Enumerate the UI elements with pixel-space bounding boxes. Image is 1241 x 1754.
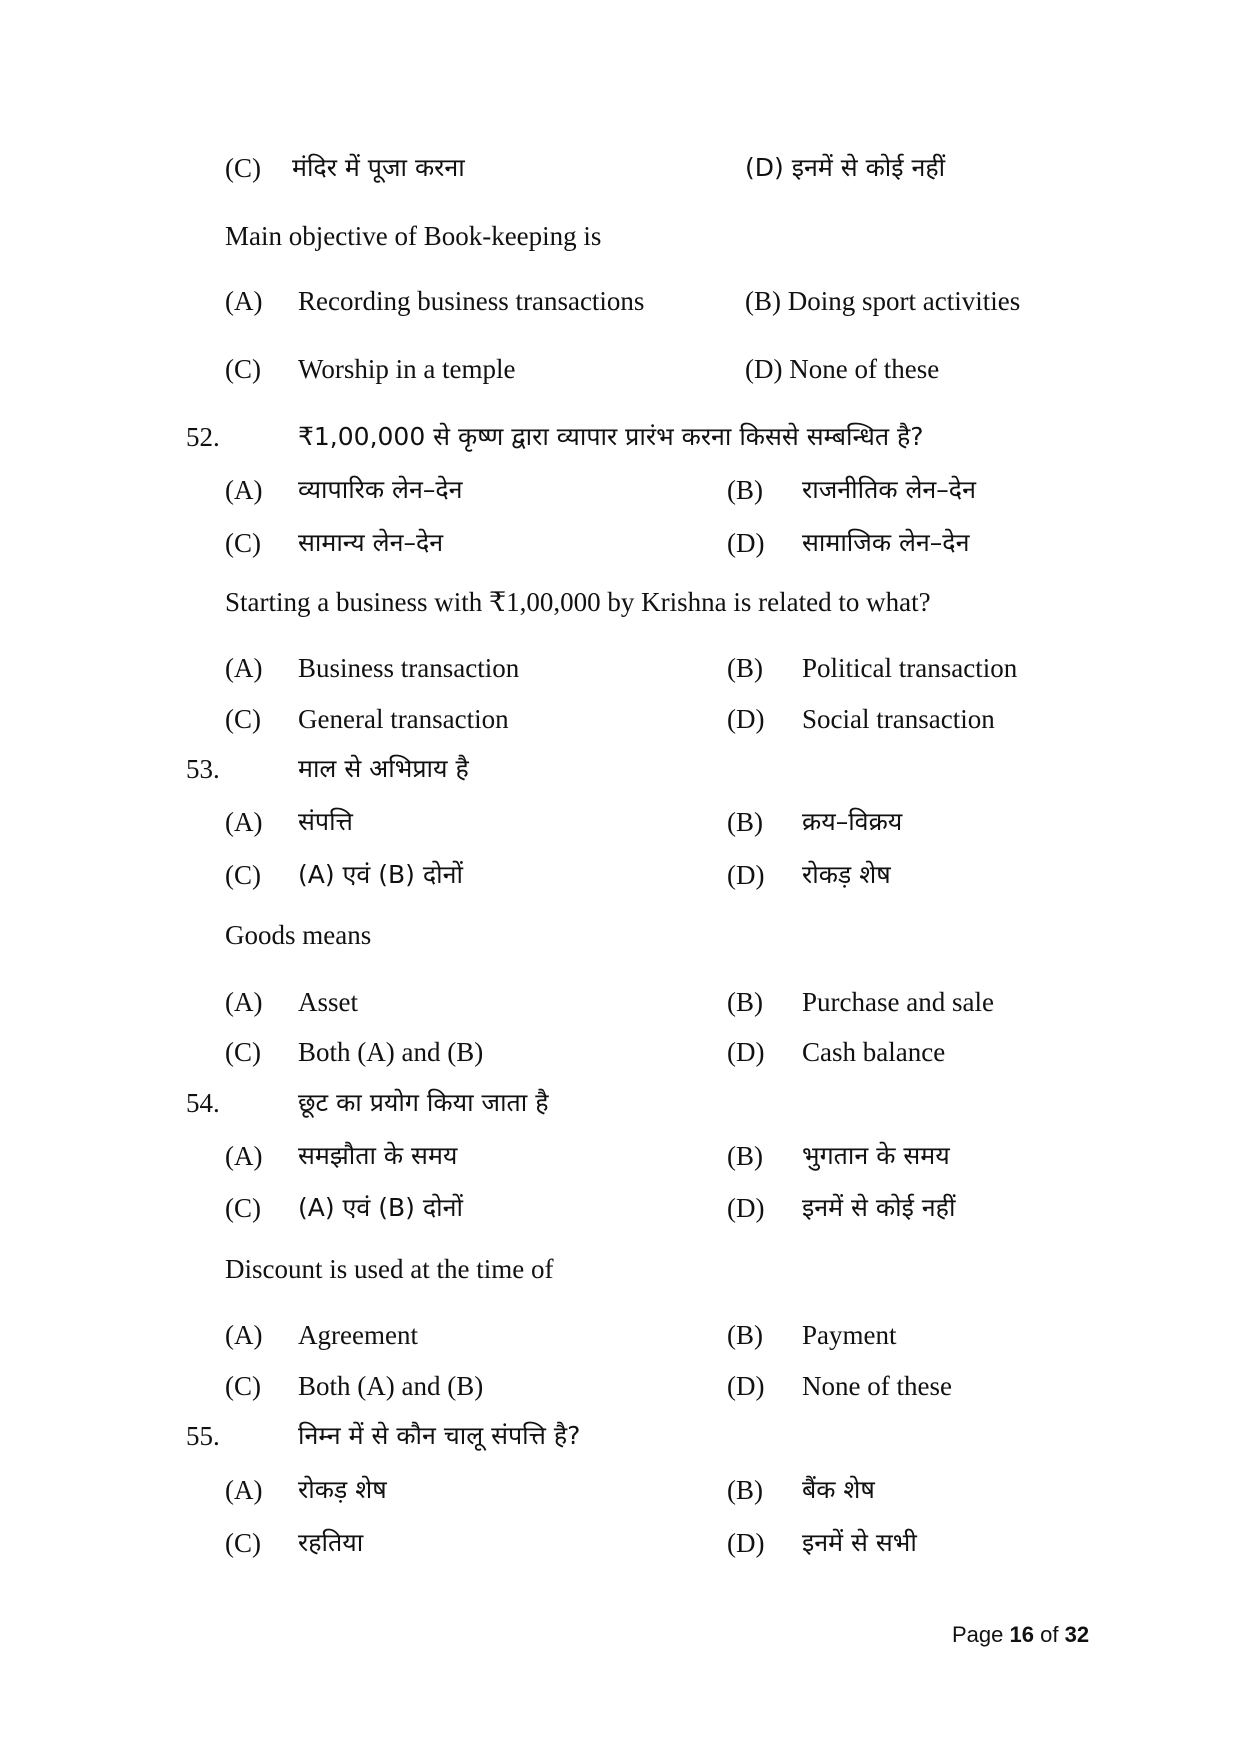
- option-label: (A): [225, 1475, 263, 1505]
- option-text: Payment: [802, 1320, 897, 1350]
- option-label: (C): [225, 354, 261, 384]
- option-text: (B) Doing sport activities: [745, 286, 1021, 316]
- question-text: Starting a business with ₹1,00,000 by Krishna is related to what?: [225, 587, 931, 617]
- option-text: (D) None of these: [745, 354, 940, 384]
- option-text: Both (A) and (B): [298, 1371, 484, 1401]
- option-label: (C): [225, 153, 261, 183]
- option-text: Recording business transactions: [298, 286, 645, 316]
- option-text: Cash balance: [802, 1037, 946, 1067]
- page-prefix: Page: [952, 1622, 1004, 1647]
- option-text: इनमें से सभी: [802, 1528, 917, 1557]
- option-text: रोकड़ शेष: [802, 860, 891, 889]
- question-text: निम्न में से कौन चालू संपत्ति है?: [298, 1421, 581, 1450]
- option-text: Business transaction: [298, 653, 520, 683]
- option-text: Social transaction: [802, 704, 995, 734]
- option-label: (A): [225, 286, 263, 316]
- option-label: (D): [727, 1528, 765, 1558]
- question-number: 53.: [186, 754, 220, 784]
- option-label: (A): [225, 987, 263, 1017]
- option-text: सामाजिक लेन–देन: [802, 528, 970, 557]
- option-text: बैंक शेष: [802, 1475, 875, 1504]
- option-text: भुगतान के समय: [802, 1141, 950, 1170]
- option-text: मंदिर में पूजा करना: [292, 153, 465, 182]
- option-label: (D): [727, 1371, 765, 1401]
- option-label: (C): [225, 1371, 261, 1401]
- option-text: क्रय–विक्रय: [802, 807, 903, 836]
- question-text: Discount is used at the time of: [225, 1254, 554, 1284]
- page-total: 32: [1064, 1622, 1090, 1647]
- option-label: (C): [225, 528, 261, 558]
- option-text: General transaction: [298, 704, 509, 734]
- option-text: इनमें से कोई नहीं: [802, 1193, 956, 1222]
- question-number: 54.: [186, 1088, 220, 1118]
- option-label: (A): [225, 475, 263, 505]
- option-text: None of these: [802, 1371, 952, 1401]
- option-label: (C): [225, 1193, 261, 1223]
- option-text: (D) इनमें से कोई नहीं: [745, 153, 946, 182]
- option-label: (B): [727, 653, 763, 683]
- option-label: (B): [727, 475, 763, 505]
- question-text: छूट का प्रयोग किया जाता है: [298, 1088, 549, 1117]
- question-number: 55.: [186, 1421, 220, 1451]
- option-label: (B): [727, 807, 763, 837]
- page-number: [952, 1622, 1089, 1648]
- question-number: 52.: [186, 422, 220, 452]
- option-text: Worship in a temple: [298, 354, 516, 384]
- question-text: Main objective of Book-keeping is: [225, 221, 602, 251]
- question-text: Goods means: [225, 920, 372, 950]
- option-label: (D): [727, 528, 765, 558]
- option-label: (B): [727, 987, 763, 1017]
- option-label: (C): [225, 704, 261, 734]
- option-label: (D): [727, 1037, 765, 1067]
- page-of: of: [1040, 1622, 1059, 1647]
- option-label: (B): [727, 1475, 763, 1505]
- option-text: (A) एवं (B) दोनों: [298, 1193, 463, 1222]
- question-text: माल से अभिप्राय है: [298, 754, 469, 783]
- option-label: (C): [225, 860, 261, 890]
- option-text: रोकड़ शेष: [298, 1475, 387, 1504]
- option-text: रहतिया: [298, 1528, 364, 1557]
- option-label: (B): [727, 1141, 763, 1171]
- question-text: ₹1,00,000 से कृष्ण द्वारा व्यापार प्रारंभ करना किससे सम्बन्धित है?: [298, 422, 924, 451]
- option-label: (A): [225, 1141, 263, 1171]
- option-label: (D): [727, 704, 765, 734]
- option-text: समझौता के समय: [298, 1141, 458, 1170]
- option-text: व्यापारिक लेन–देन: [298, 475, 463, 504]
- page-current: 16: [1009, 1622, 1034, 1647]
- option-text: Agreement: [298, 1320, 418, 1350]
- option-label: (A): [225, 1320, 263, 1350]
- option-text: सामान्य लेन–देन: [298, 528, 444, 557]
- option-label: (C): [225, 1528, 261, 1558]
- option-text: (A) एवं (B) दोनों: [298, 860, 463, 889]
- option-label: (D): [727, 860, 765, 890]
- option-text: संपत्ति: [298, 807, 353, 836]
- option-label: (C): [225, 1037, 261, 1067]
- option-text: राजनीतिक लेन–देन: [802, 475, 976, 504]
- option-label: (A): [225, 653, 263, 683]
- option-text: Asset: [298, 987, 358, 1017]
- option-text: Both (A) and (B): [298, 1037, 484, 1067]
- option-label: (A): [225, 807, 263, 837]
- option-text: Political transaction: [802, 653, 1018, 683]
- option-label: (D): [727, 1193, 765, 1223]
- option-text: Purchase and sale: [802, 987, 994, 1017]
- option-label: (B): [727, 1320, 763, 1350]
